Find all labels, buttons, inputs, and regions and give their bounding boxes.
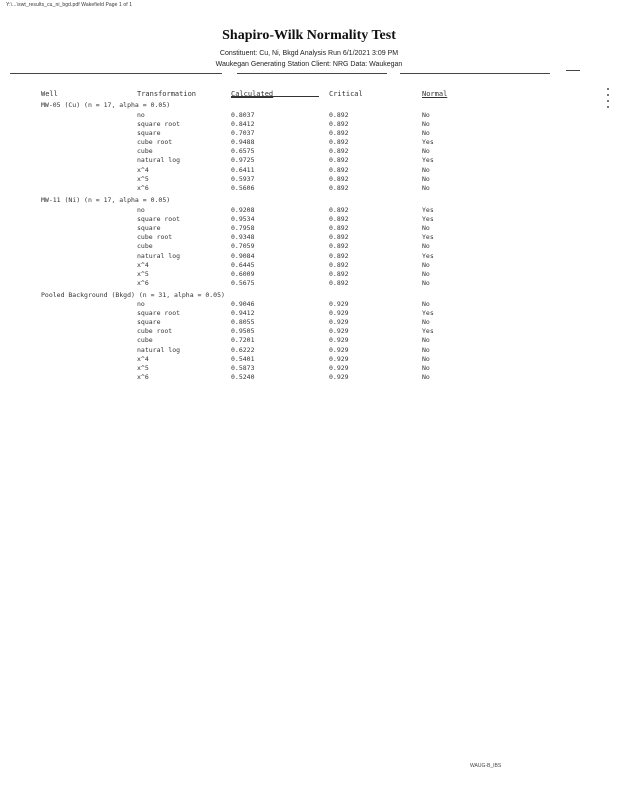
column-header-critical: Critical bbox=[329, 90, 363, 98]
cell-normal: No bbox=[422, 373, 430, 381]
cell-transformation: natural log bbox=[137, 346, 181, 354]
cell-critical: 0.892 bbox=[329, 261, 349, 269]
cell-critical: 0.892 bbox=[329, 138, 349, 146]
cell-test-statistic: 0.9046 bbox=[231, 300, 255, 308]
cell-transformation: no bbox=[137, 206, 145, 214]
cell-critical: 0.929 bbox=[329, 373, 349, 381]
cell-critical: 0.929 bbox=[329, 300, 349, 308]
file-path-header: Y:\...\swt_results_cu_ni_bgd.pdf Wakefield Page 1 of 1 bbox=[6, 2, 133, 8]
cell-critical: 0.892 bbox=[329, 156, 349, 164]
cell-test-statistic: 0.9348 bbox=[231, 233, 255, 241]
header-rule-short bbox=[566, 70, 580, 71]
cell-normal: Yes bbox=[422, 215, 434, 223]
cell-test-statistic: 0.5401 bbox=[231, 355, 255, 363]
group-title: Pooled Background (Bkgd) (n = 31, alpha = 0.05) bbox=[41, 291, 225, 299]
table-row bbox=[0, 336, 618, 346]
cell-critical: 0.892 bbox=[329, 111, 349, 119]
margin-mark bbox=[607, 106, 609, 108]
page-title: Shapiro-Wilk Normality Test bbox=[222, 28, 396, 43]
margin-mark bbox=[607, 100, 609, 102]
cell-critical: 0.892 bbox=[329, 166, 349, 174]
cell-critical: 0.892 bbox=[329, 184, 349, 192]
cell-test-statistic: 0.5606 bbox=[231, 184, 255, 192]
cell-critical: 0.929 bbox=[329, 346, 349, 354]
column-header-calculated: Calculated bbox=[231, 90, 274, 98]
cell-normal: Yes bbox=[422, 138, 434, 146]
cell-test-statistic: 0.9725 bbox=[231, 156, 255, 164]
analysis-info-line: Constituent: Cu, Ni, Bkgd Analysis Run 6/1/2021 3:09 PM bbox=[219, 50, 399, 57]
cell-critical: 0.892 bbox=[329, 147, 349, 155]
cell-critical: 0.892 bbox=[329, 270, 349, 278]
cell-test-statistic: 0.8055 bbox=[231, 318, 255, 326]
cell-transformation: natural log bbox=[137, 252, 181, 260]
column-header-normal: Normal bbox=[422, 90, 448, 98]
cell-transformation: square root bbox=[137, 215, 181, 223]
cell-transformation: square bbox=[137, 318, 161, 326]
cell-transformation: x^6 bbox=[137, 184, 149, 192]
cell-critical: 0.929 bbox=[329, 327, 349, 335]
cell-critical: 0.892 bbox=[329, 252, 349, 260]
cell-test-statistic: 0.9412 bbox=[231, 309, 255, 317]
table-row bbox=[0, 279, 618, 289]
table-row bbox=[0, 373, 618, 383]
cell-critical: 0.929 bbox=[329, 309, 349, 317]
cell-normal: Yes bbox=[422, 309, 434, 317]
cell-transformation: cube bbox=[137, 242, 153, 250]
header-rule-left bbox=[10, 73, 222, 74]
cell-transformation: x^4 bbox=[137, 166, 149, 174]
cell-transformation: x^4 bbox=[137, 261, 149, 269]
cell-transformation: cube bbox=[137, 336, 153, 344]
cell-transformation: square root bbox=[137, 309, 181, 317]
cell-transformation: x^5 bbox=[137, 364, 149, 372]
cell-critical: 0.892 bbox=[329, 233, 349, 241]
column-header-rule bbox=[231, 96, 319, 97]
cell-transformation: x^4 bbox=[137, 355, 149, 363]
cell-transformation: natural log bbox=[137, 156, 181, 164]
cell-normal: No bbox=[422, 184, 430, 192]
cell-normal: Yes bbox=[422, 252, 434, 260]
cell-normal: No bbox=[422, 120, 430, 128]
cell-critical: 0.892 bbox=[329, 120, 349, 128]
cell-test-statistic: 0.9084 bbox=[231, 252, 255, 260]
group-title: MW-11 (Ni) (n = 17, alpha = 0.05) bbox=[41, 196, 171, 204]
cell-transformation: cube root bbox=[137, 138, 173, 146]
cell-normal: Yes bbox=[422, 156, 434, 164]
cell-normal: No bbox=[422, 318, 430, 326]
cell-critical: 0.929 bbox=[329, 336, 349, 344]
cell-test-statistic: 0.5873 bbox=[231, 364, 255, 372]
cell-test-statistic: 0.9534 bbox=[231, 215, 255, 223]
cell-normal: No bbox=[422, 261, 430, 269]
cell-test-statistic: 0.7037 bbox=[231, 129, 255, 137]
cell-normal: No bbox=[422, 147, 430, 155]
cell-transformation: x^6 bbox=[137, 279, 149, 287]
header-rule-right bbox=[400, 73, 550, 74]
cell-transformation: cube root bbox=[137, 327, 173, 335]
cell-normal: No bbox=[422, 270, 430, 278]
cell-transformation: square bbox=[137, 224, 161, 232]
cell-transformation: cube bbox=[137, 147, 153, 155]
cell-critical: 0.929 bbox=[329, 364, 349, 372]
cell-critical: 0.892 bbox=[329, 215, 349, 223]
cell-test-statistic: 0.7201 bbox=[231, 336, 255, 344]
cell-transformation: square bbox=[137, 129, 161, 137]
cell-test-statistic: 0.5937 bbox=[231, 175, 255, 183]
cell-normal: Yes bbox=[422, 327, 434, 335]
cell-normal: No bbox=[422, 336, 430, 344]
cell-normal: No bbox=[422, 346, 430, 354]
footer-code: WAUG-B_IBS bbox=[470, 763, 502, 769]
cell-normal: No bbox=[422, 224, 430, 232]
cell-critical: 0.892 bbox=[329, 224, 349, 232]
cell-normal: No bbox=[422, 175, 430, 183]
cell-transformation: no bbox=[137, 111, 145, 119]
cell-normal: No bbox=[422, 279, 430, 287]
cell-critical: 0.892 bbox=[329, 279, 349, 287]
cell-normal: No bbox=[422, 129, 430, 137]
cell-test-statistic: 0.9208 bbox=[231, 206, 255, 214]
cell-normal: Yes bbox=[422, 206, 434, 214]
cell-test-statistic: 0.5675 bbox=[231, 279, 255, 287]
cell-test-statistic: 0.6222 bbox=[231, 346, 255, 354]
cell-test-statistic: 0.9488 bbox=[231, 138, 255, 146]
group-title: MW-05 (Cu) (n = 17, alpha = 0.05) bbox=[41, 101, 171, 109]
cell-normal: No bbox=[422, 355, 430, 363]
margin-mark bbox=[607, 88, 609, 90]
cell-transformation: square root bbox=[137, 120, 181, 128]
cell-test-statistic: 0.6445 bbox=[231, 261, 255, 269]
cell-critical: 0.892 bbox=[329, 175, 349, 183]
cell-test-statistic: 0.8412 bbox=[231, 120, 255, 128]
cell-test-statistic: 0.6411 bbox=[231, 166, 255, 174]
cell-test-statistic: 0.5240 bbox=[231, 373, 255, 381]
table-row bbox=[0, 156, 618, 166]
header-rule-mid bbox=[237, 73, 387, 74]
cell-transformation: x^5 bbox=[137, 175, 149, 183]
cell-transformation: x^5 bbox=[137, 270, 149, 278]
cell-transformation: cube root bbox=[137, 233, 173, 241]
column-header-transformation: Transformation bbox=[137, 90, 197, 98]
cell-critical: 0.929 bbox=[329, 318, 349, 326]
cell-test-statistic: 0.9505 bbox=[231, 327, 255, 335]
cell-test-statistic: 0.6009 bbox=[231, 270, 255, 278]
cell-critical: 0.929 bbox=[329, 355, 349, 363]
cell-test-statistic: 0.8037 bbox=[231, 111, 255, 119]
table-row bbox=[0, 184, 618, 194]
cell-normal: No bbox=[422, 364, 430, 372]
cell-normal: No bbox=[422, 300, 430, 308]
cell-test-statistic: 0.7958 bbox=[231, 224, 255, 232]
cell-critical: 0.892 bbox=[329, 129, 349, 137]
cell-test-statistic: 0.7059 bbox=[231, 242, 255, 250]
cell-normal: No bbox=[422, 242, 430, 250]
cell-critical: 0.892 bbox=[329, 206, 349, 214]
table-row bbox=[0, 242, 618, 252]
cell-normal: No bbox=[422, 166, 430, 174]
cell-test-statistic: 0.6575 bbox=[231, 147, 255, 155]
column-header-well: Well bbox=[41, 90, 58, 98]
cell-normal: No bbox=[422, 111, 430, 119]
cell-critical: 0.892 bbox=[329, 242, 349, 250]
cell-transformation: no bbox=[137, 300, 145, 308]
margin-mark bbox=[607, 94, 609, 96]
client-info-line: Waukegan Generating Station Client: NRG Data: Waukegan bbox=[215, 61, 403, 68]
cell-normal: Yes bbox=[422, 233, 434, 241]
cell-transformation: x^6 bbox=[137, 373, 149, 381]
